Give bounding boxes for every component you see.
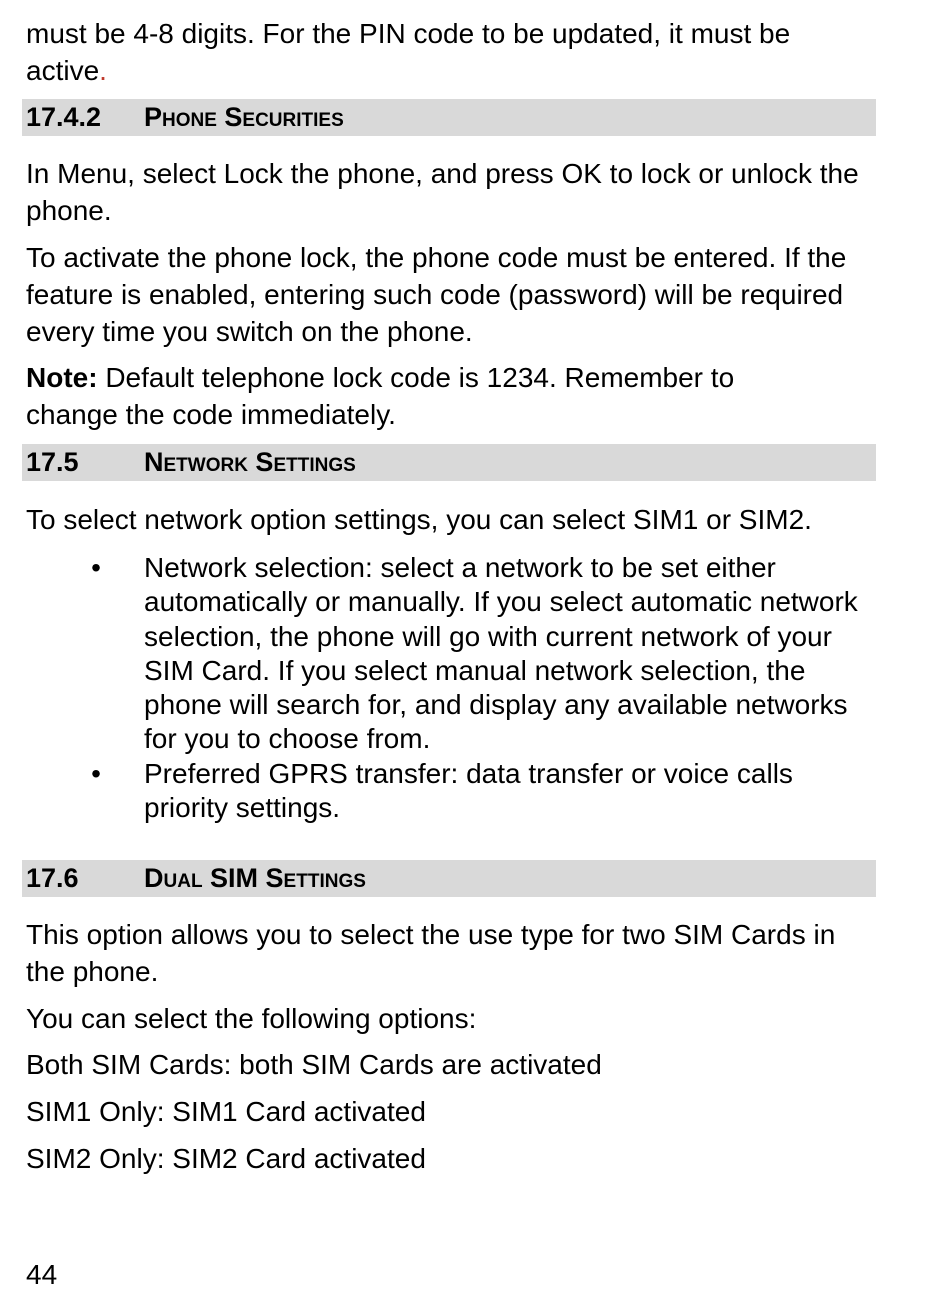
phone-securities-note (26, 359, 826, 433)
list-item (26, 551, 876, 757)
heading-title: Network Settings (144, 447, 356, 477)
dual-sim-p3: Both SIM Cards: both SIM Cards are activated (26, 1049, 602, 1080)
bullet-text: Preferred GPRS transfer: data transfer or voice calls priority settings. (144, 757, 793, 824)
heading-dual-sim-settings (22, 860, 876, 897)
bullet-icon: • (91, 552, 101, 583)
bullet-icon: • (91, 757, 101, 789)
dual-sim-p2: You can select the following options: (26, 1003, 477, 1034)
heading-phone-securities (22, 99, 876, 136)
page-number: 44 (26, 1259, 58, 1290)
phone-securities-p2: To activate the phone lock, the phone code must be entered. If the feature is enabled, entering such code (password) will be required every time you switch on the phone. (26, 242, 847, 347)
list-item (26, 757, 876, 826)
heading-number: 17.5 (26, 447, 79, 477)
dual-sim-p1: This option allows you to select the use type for two SIM Cards in the phone. (26, 919, 836, 987)
intro-period: . (99, 55, 107, 86)
heading-network-settings (22, 444, 876, 481)
heading-title: Dual SIM Settings (144, 863, 366, 893)
note-text: Default telephone lock code is 1234. Remember to change the code immediately. (26, 362, 735, 430)
intro-paragraph (26, 15, 876, 89)
dual-sim-p4: SIM1 Only: SIM1 Card activated (26, 1096, 426, 1127)
network-settings-p1: To select network option settings, you can select SIM1 or SIM2. (26, 504, 812, 535)
phone-securities-p1: In Menu, select Lock the phone, and press OK to lock or unlock the phone. (26, 158, 859, 226)
network-settings-bullets (26, 551, 876, 825)
intro-line2: active (26, 55, 100, 86)
heading-title: Phone Securities (144, 102, 344, 132)
bullet-text: Network selection: select a network to be set either automatically or manually. If you select automatic network selection, the phone will go with current network of your SIM Card. If you select manual network selection, the phone will search for, and display any available networks for you to choose from. (144, 552, 858, 755)
dual-sim-p5: SIM2 Only: SIM2 Card activated (26, 1143, 426, 1174)
note-label: Note: (26, 362, 98, 393)
heading-number: 17.6 (26, 863, 79, 893)
heading-number: 17.4.2 (26, 102, 102, 132)
intro-line1: must be 4-8 digits. For the PIN code to be updated, it must be (26, 18, 791, 49)
